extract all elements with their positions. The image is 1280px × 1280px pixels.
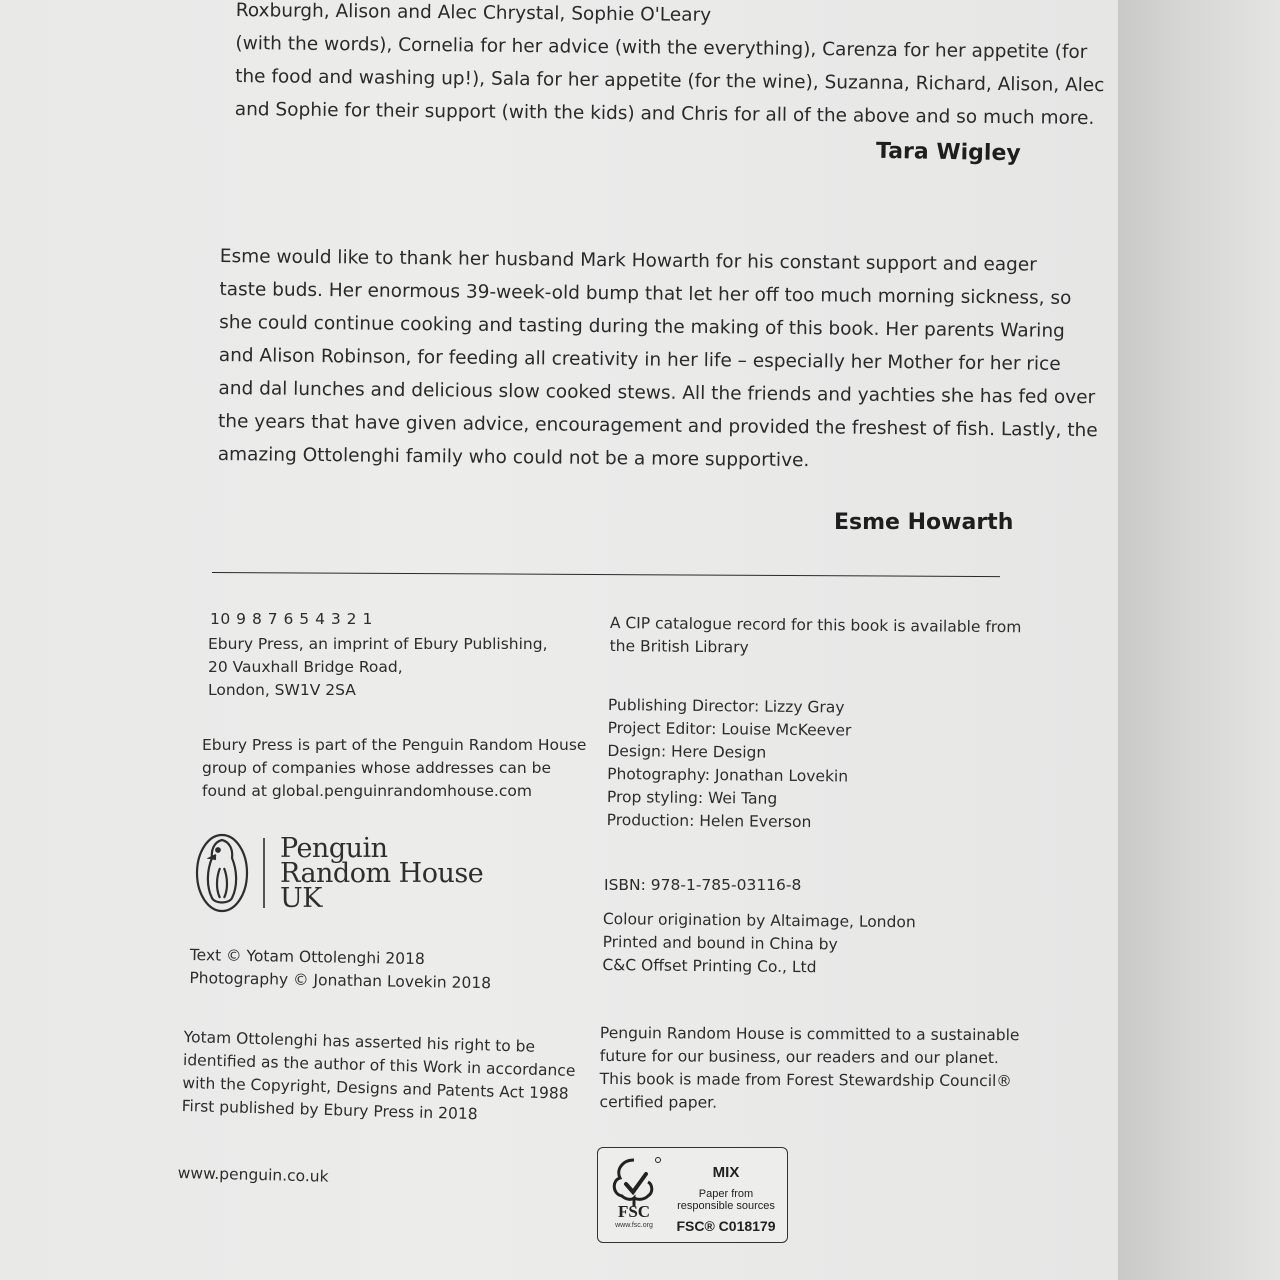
website-url: www.penguin.co.uk [177, 1163, 329, 1186]
fsc-mix: MIX [712, 1164, 740, 1181]
logo-line: Random House [280, 858, 484, 889]
text-line: she could continue cooking and tasting during the making of this book. Her parents Waring [219, 311, 1065, 342]
page-edge-shadow [1118, 0, 1280, 1280]
text-line: and Sophie for their support (with the kids) and Chris for all of the above and so much more. [234, 98, 1095, 129]
author-assertion [181, 1026, 576, 1129]
copyright-notice [189, 944, 491, 995]
text-line: First published by Ebury Press in 2018 [181, 1096, 478, 1124]
isbn: ISBN: 978-1-785-03116-8 [604, 876, 802, 894]
text-line: Esme would like to thank her husband Mark Howarth for his constant support and eager [219, 245, 1037, 276]
fsc-paper-text [668, 1188, 784, 1212]
text-line: A CIP catalogue record for this book is available from [609, 613, 1022, 637]
text-line: This book is made from Forest Stewardship Council® [599, 1069, 1012, 1091]
credit-line: Photography: Jonathan Lovekin [607, 764, 849, 786]
signature-tara: Tara Wigley [875, 138, 1021, 167]
address-line: London, SW1V 2SA [208, 681, 356, 699]
text-line: Paper from [698, 1188, 754, 1200]
printing-info [602, 908, 916, 980]
acknowledgement-tara [234, 0, 1105, 134]
text-line: Ebury Press is part of the Penguin Random House [202, 736, 587, 754]
credit-line: Design: Here Design [607, 741, 767, 762]
text-line: the years that have given advice, encouragement and provided the freshest of fish. Lastly, the [217, 410, 1098, 442]
fsc-label [597, 1147, 788, 1243]
credit-line: Project Editor: Louise McKeever [607, 718, 852, 740]
text-line: found at global.penguinrandomhouse.com [202, 782, 532, 800]
text-line: amazing Ottolenghi family who could not be a more supportive. [217, 443, 810, 472]
text-line: and Alison Robinson, for feeding all creativity in her life – especially her Mother for her rice [218, 344, 1061, 375]
publisher-address [208, 633, 548, 702]
text-line: and dal lunches and delicious slow cooked stews. All the friends and yachties she has fed over [218, 377, 1096, 409]
penguin-icon [197, 835, 247, 911]
text-line: Photography © Jonathan Lovekin 2018 [189, 968, 492, 993]
text-line: with the Copyright, Designs and Patents Act 1988 [182, 1073, 569, 1103]
text-line: taste buds. Her enormous 39-week-old bump that let her off too much morning sickness, so [219, 278, 1072, 309]
print-line: 10 9 8 7 6 5 4 3 2 1 [210, 610, 373, 628]
group-note [202, 734, 586, 803]
sustainability-note [600, 1022, 1020, 1116]
fsc-url: www.fsc.org [615, 1222, 653, 1229]
text-line: C&C Offset Printing Co., Ltd [602, 955, 817, 977]
text-line: certified paper. [599, 1092, 718, 1112]
address-line: 20 Vauxhall Bridge Road, [208, 658, 403, 676]
logo-wordmark [280, 833, 484, 914]
text-line: Colour origination by Altaimage, London [602, 909, 916, 932]
text-line: group of companies whose addresses can be [202, 759, 552, 777]
credit-line: Publishing Director: Lizzy Gray [607, 695, 845, 717]
fsc-name: FSC [617, 1202, 651, 1221]
logo-line: UK [280, 883, 322, 914]
text-line: (with the words), Cornelia for her advice (with the everything), Carenza for her appetite (for [235, 32, 1088, 63]
text-line: the food and washing up!), Sala for her appetite (for the wine), Suzanna, Richard, Alison, Alec [235, 65, 1105, 97]
text-line: Penguin Random House is committed to a sustainable [599, 1024, 1020, 1045]
cip-record [610, 612, 1022, 662]
logo-line: Penguin [280, 833, 388, 864]
text-line: Printed and bound in China by [602, 932, 838, 954]
signature-esme: Esme Howarth [834, 510, 1014, 535]
text-line: Roxburgh, Alison and Alec Chrystal, Sophie O'Leary [235, 0, 712, 26]
text-line: Yotam Ottolenghi has asserted his right to be [183, 1027, 536, 1056]
text-line: responsible sources [677, 1200, 775, 1212]
credits-list [607, 694, 852, 835]
credit-line: Prop styling: Wei Tang [606, 787, 778, 808]
acknowledgement-esme [217, 240, 1098, 479]
credit-line: Production: Helen Everson [606, 810, 812, 832]
text-line: future for our business, our readers and our planet. [599, 1046, 999, 1068]
fsc-code: FSC® C018179 [676, 1218, 776, 1234]
address-line: Ebury Press, an imprint of Ebury Publishing, [208, 635, 548, 653]
text-line: Text © Yotam Ottolenghi 2018 [189, 945, 425, 969]
text-line: the British Library [609, 636, 749, 657]
text-line: identified as the author of this Work in accordance [182, 1050, 576, 1080]
